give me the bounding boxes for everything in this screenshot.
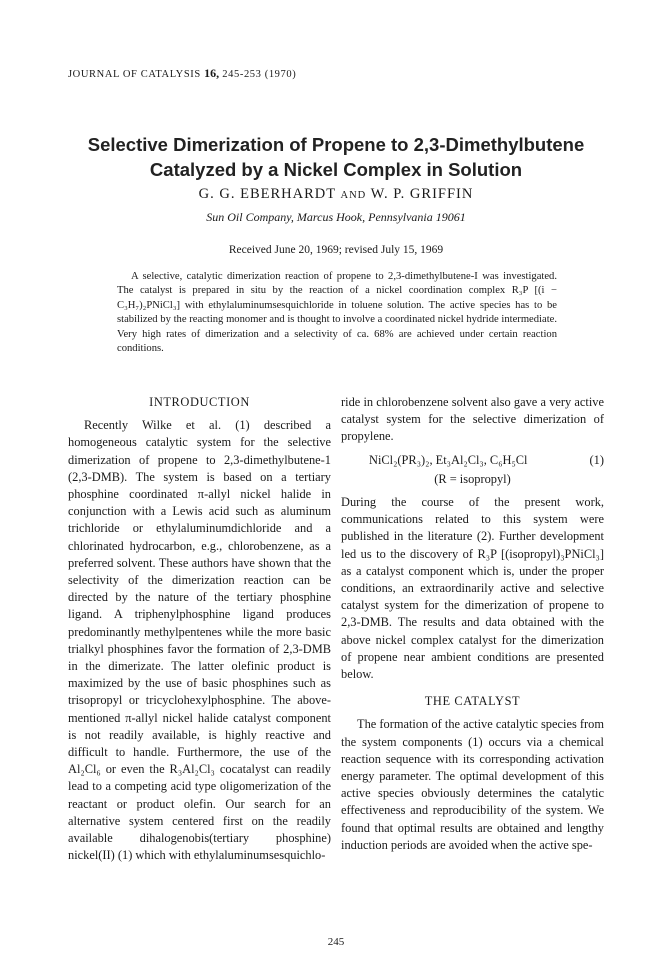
author-list (0, 186, 672, 203)
author-conjunction: AND (340, 190, 367, 201)
journal-pages: 245-253 (1970) (222, 69, 297, 80)
author-1: G. G. EBERHARDT (198, 186, 336, 202)
equation-note: (R = isopropyl) (434, 471, 511, 486)
journal-volume: 16, (204, 66, 220, 80)
section-heading-catalyst: THE CATALYST (424, 694, 521, 709)
journal-name: JOURNAL OF CATALYSIS (68, 69, 201, 80)
paper-title (0, 132, 672, 182)
abstract-text: A selective, catalytic dimerization reaction of propene to 2,3-dimethylbutene-I was investigated. The catalyst is prepared in situ by the reaction of a nickel coordination complex R₃P [(i − C₃H₇)₂PNiCl₃] with ethylaluminumsesquichloride in toluene solution. The active species has to be stabilized by the reacting monomer and is thought to involve a coordinated nickel hydride intermediate. Very high rates of dimerization and a selectivity of ca. 68% are achieved under certain reaction conditions. (117, 271, 557, 355)
affiliation: Sun Oil Company, Marcus Hook, Pennsylvania 19061 (206, 210, 466, 224)
author-2: W. P. GRIFFIN (370, 186, 474, 202)
page-number: 245 (327, 936, 345, 948)
received-date: Received June 20, 1969; revised July 15, 1969 (228, 244, 444, 256)
intro-paragraph: Recently Wilke et al. (1) described a homogeneous catalytic system for the selective dimerization of propene to 2,3-dimethylbutene-1 (2,3-DMB). The system is based on a tertiary phosphine coordinated π-allyl nickel halide in conjunction with a Lewis acid such as aluminum trichloride or ethylaluminumdichloride and a chlorinated hydrocarbon, e.g., chlorobenzene, as a preferred solvent. These authors have shown that the selectivity of the dimerization reaction can be directed by the nature of the tertiary phosphine ligand. A triphenylphosphine ligand produces predominantly methylpentenes while the more basic trialkyl phosphines favor the formation of 2,3-DMB in the dimerizate. The latter olefinic product is maximized by the use of basic phosphines such as trisopropyl or tricyclohexylphosphine. The above-mentioned π-allyl nickel halide catalyst component is not readily available, is highly reactive and difficult to handle. Furthermore, the use of the Al₂Cl₆ or even the R₃Al₂Cl₃ cocatalyst can readily lead to a competing acid type oligomerization of the reactant or product olefin. Our search for an alternative system centered first on the readily available dihalogenobis(tertiary phosphine) nickel(II) (1) which with ethylaluminumsesquichlo- (68, 418, 331, 863)
catalyst-paragraph: The formation of the active catalytic species from the system components (1) occurs via a chemical reaction sequence with its corresponding activation energy parameter. The optimal development of this active species obviously determines the catalytic effectiveness and reproducibility of the system. We found that optimal results are obtained and lengthy induction periods are avoided when the active spe- (341, 717, 604, 852)
right-column (341, 394, 604, 854)
equation-number: (1) (589, 452, 604, 467)
equation-text: NiCl₂(PR₃)₂, Et₃Al₂Cl₃, C₆H₅Cl (369, 452, 528, 467)
journal-header (68, 66, 296, 81)
body-paragraph-2: During the course of the present work, communications related to this system were published in the literature (2). Further development led us to the discovery of R₃P [(isopropyl)₃PNiCl₃] as a catalyst component which is, under the proper conditions, an extraordinarily active and selective catalyst system for the dimerization of propene to 2,3-DMB. The results and data obtained with the above nickel complex catalyst for the dimerization of propene near ambient conditions are presented below. (341, 495, 604, 682)
section-heading-introduction: INTRODUCTION (149, 395, 250, 409)
continued-paragraph: ride in chlorobenzene solvent also gave a very active catalyst system for the selective dimerization of propylene. (341, 395, 604, 444)
equation-1 (341, 452, 604, 469)
abstract (117, 270, 557, 356)
title-line-2: Catalyzed by a Nickel Complex in Solution (149, 159, 523, 180)
title-line-1: Selective Dimerization of Propene to 2,3-Dimethylbutene (87, 134, 585, 155)
left-column (68, 394, 331, 864)
